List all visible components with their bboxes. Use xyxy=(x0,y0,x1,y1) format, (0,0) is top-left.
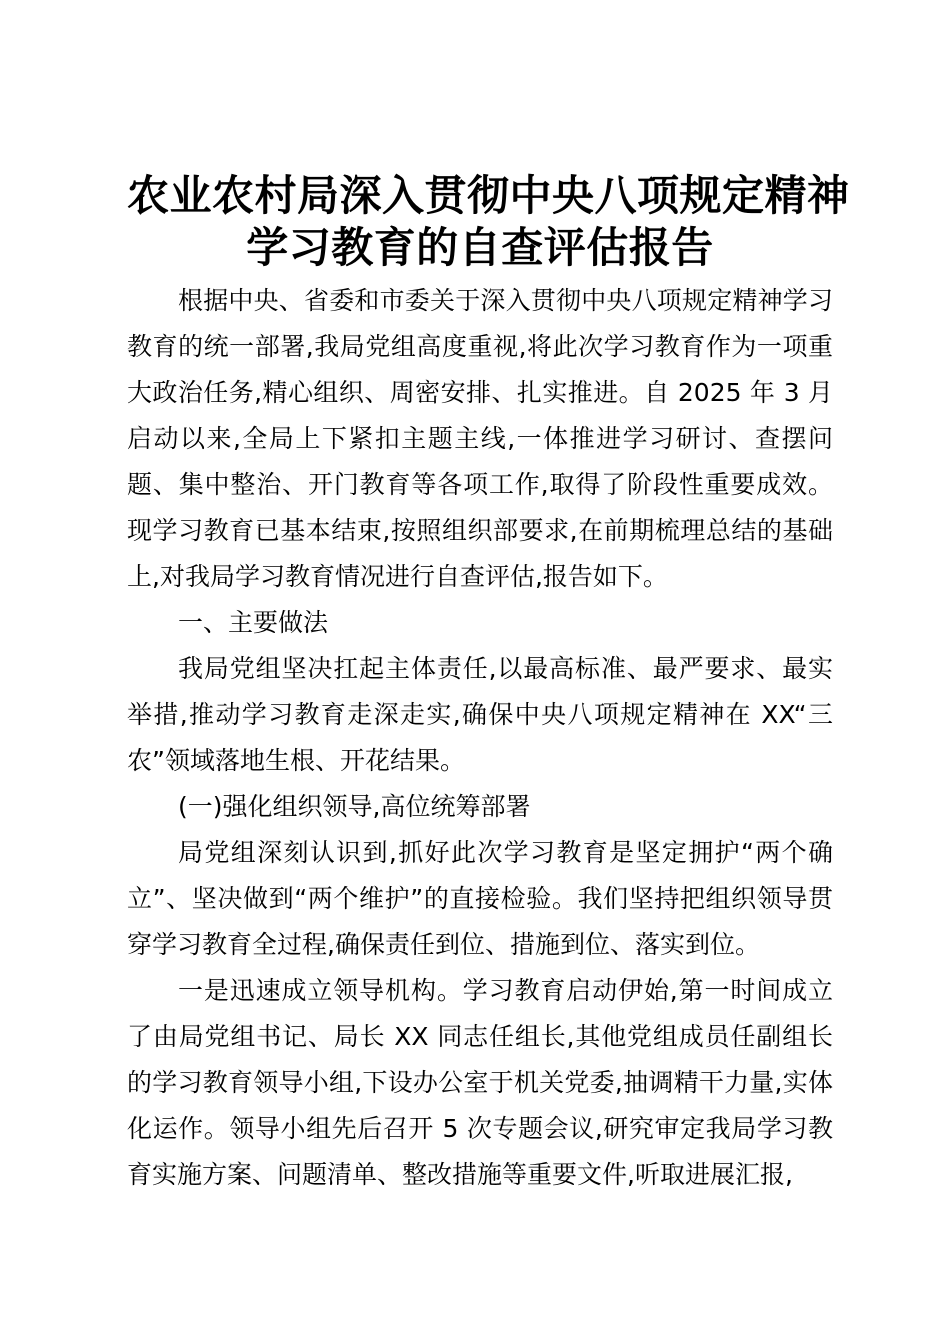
section-heading-main-practices: 一、主要做法 xyxy=(178,608,329,637)
leading-group-paragraph: 一是迅速成立领导机构。学习教育启动伊始,第一时间成立了由局党组书记、局长 XX 同志任组长,其他党组成员任副组长的学习教育领导小组,下设办公室于机关党委,抽调精干力量,实体化运作。领导小组先后召开 5 次专题会议,研究审定我局学习教育实施方案、问题清单、整改措施等重要文件,听取进展汇报, xyxy=(127,976,833,1189)
intro-paragraph: 根据中央、省委和市委关于深入贯彻中央八项规定精神学习教育的统一部署,我局党组高度重视,将此次学习教育作为一项重大政治任务,精心组织、周密安排、扎实推进。自 2025 年 3 月启动以来,全局上下紧扣主题主线,一体推进学习研讨、查摆问题、集中整治、开门教育等各项工作,取得了阶段性重要成效。现学习教育已基本结束,按照组织部要求,在前期梳理总结的基础上,对我局学习教育情况进行自查评估,报告如下。 xyxy=(127,286,833,591)
document-content xyxy=(127,170,850,1198)
title-line-1: 农业农村局深入贯彻中央八项规定精神 xyxy=(127,171,850,220)
subsection-heading-leadership: (一)强化组织领导,高位统筹部署 xyxy=(178,792,531,821)
document-body xyxy=(127,278,833,1198)
document-title xyxy=(127,170,850,274)
title-line-2: 学习教育的自查评估报告 xyxy=(246,223,714,272)
section-intro-paragraph: 我局党组坚决扛起主体责任,以最高标准、最严要求、最实举措,推动学习教育走深走实,确保中央八项规定精神在 XX“三农”领域落地生根、开花结果。 xyxy=(127,654,833,775)
leadership-paragraph: 局党组深刻认识到,抓好此次学习教育是坚定拥护“两个确立”、坚决做到“两个维护”的直接检验。我们坚持把组织领导贯穿学习教育全过程,确保责任到位、措施到位、落实到位。 xyxy=(127,838,833,959)
